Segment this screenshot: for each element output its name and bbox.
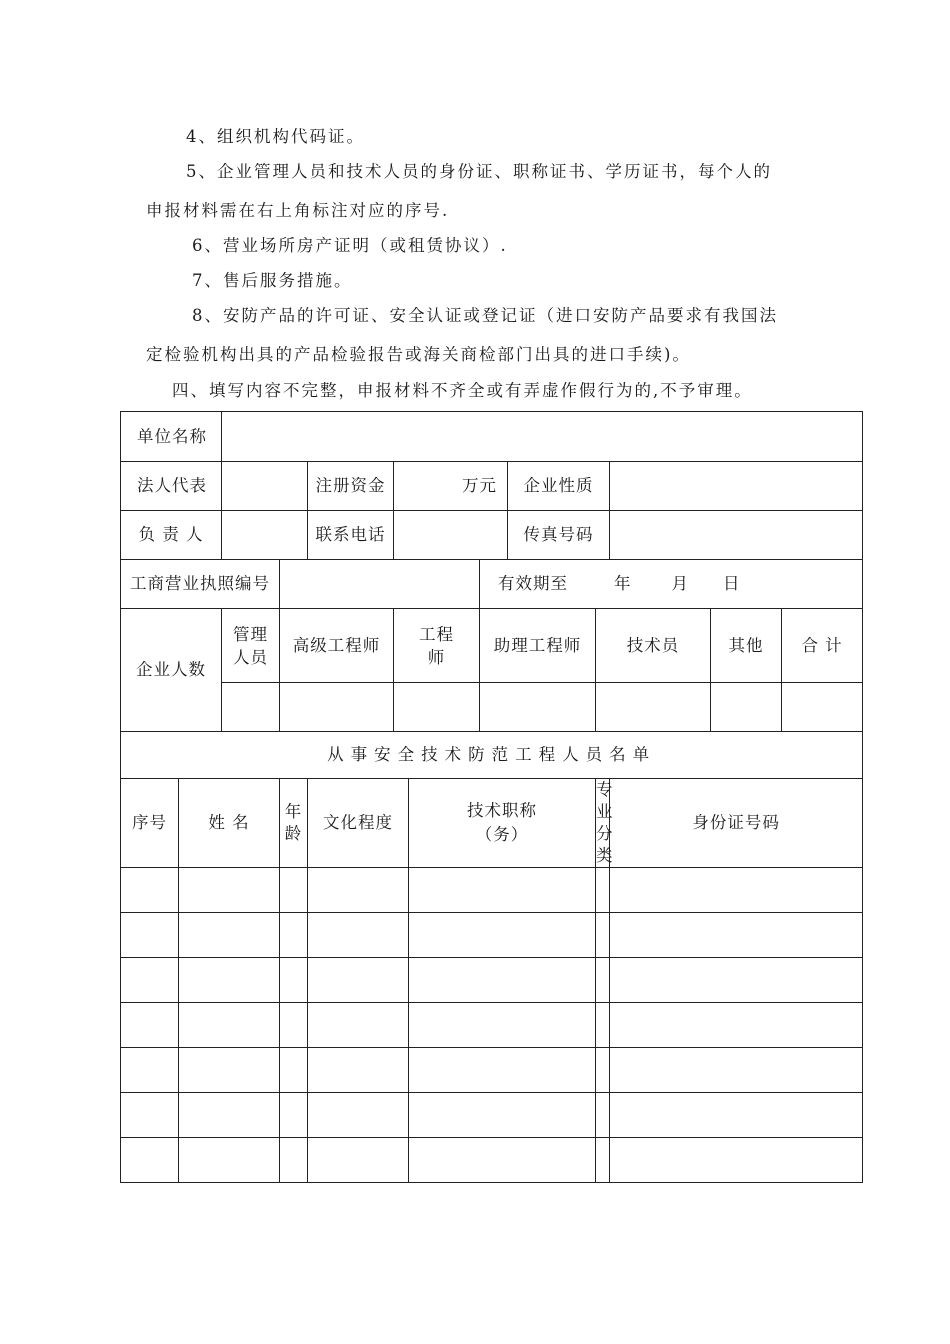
roster-row xyxy=(121,1093,863,1138)
roster-cell[interactable] xyxy=(610,1093,863,1138)
year-label: 年 xyxy=(614,574,632,593)
note-item-5-line-1: 5、企业管理人员和技术人员的身份证、职称证书、学历证书，每个人的 xyxy=(186,162,772,181)
roster-cell[interactable] xyxy=(610,913,863,958)
roster-row xyxy=(121,1048,863,1093)
roster-cell[interactable] xyxy=(280,868,308,913)
unit-name-field[interactable] xyxy=(222,412,863,462)
person-in-charge-label: 负 责 人 xyxy=(121,511,222,560)
reg-capital-field[interactable] xyxy=(394,462,508,511)
roster-cell[interactable] xyxy=(308,913,409,958)
roster-cell[interactable] xyxy=(280,1003,308,1048)
reg-capital-label: 注册资金 xyxy=(308,462,394,511)
roster-cell[interactable] xyxy=(179,1093,280,1138)
mgmt-label: 管理人员 xyxy=(222,609,280,683)
roster-cell[interactable] xyxy=(308,1093,409,1138)
roster-cell[interactable] xyxy=(596,1093,610,1138)
row-legal-rep xyxy=(121,462,863,511)
roster-age-header: 年龄 xyxy=(280,779,308,868)
application-form-table xyxy=(120,411,863,1183)
valid-until-label: 有效期至 xyxy=(498,574,568,593)
note-item-8-line-2: 定检验机构出具的产品检验报告或海关商检部门出具的进口手续)。 xyxy=(146,345,691,364)
note-item-5-line-2: 申报材料需在右上角标注对应的序号. xyxy=(146,201,450,220)
roster-cell[interactable] xyxy=(409,1003,596,1048)
roster-cell[interactable] xyxy=(121,868,179,913)
reg-capital-unit: 万元 xyxy=(462,476,497,495)
roster-cell[interactable] xyxy=(280,913,308,958)
roster-cell[interactable] xyxy=(179,1048,280,1093)
phone-field[interactable] xyxy=(394,511,508,560)
row-unit-name xyxy=(121,412,863,462)
roster-cell[interactable] xyxy=(280,958,308,1003)
roster-cell[interactable] xyxy=(308,958,409,1003)
row-person-in-charge xyxy=(121,511,863,560)
roster-cell[interactable] xyxy=(596,913,610,958)
roster-row xyxy=(121,1138,863,1183)
assistant-engineer-label: 助理工程师 xyxy=(480,609,596,683)
person-in-charge-field[interactable] xyxy=(222,511,308,560)
note-item-4: 4、组织机构代码证。 xyxy=(186,127,365,146)
roster-cell[interactable] xyxy=(308,868,409,913)
roster-row xyxy=(121,868,863,913)
roster-specialty-header: 专业分类 xyxy=(596,779,610,868)
enterprise-nature-field[interactable] xyxy=(610,462,863,511)
roster-cell[interactable] xyxy=(610,1138,863,1183)
roster-cell[interactable] xyxy=(409,1048,596,1093)
roster-cell[interactable] xyxy=(409,958,596,1003)
valid-until-field[interactable] xyxy=(480,560,863,609)
other-label: 其他 xyxy=(711,609,782,683)
roster-cell[interactable] xyxy=(280,1048,308,1093)
note-item-7: 7、售后服务措施。 xyxy=(192,271,353,290)
roster-cell[interactable] xyxy=(610,1048,863,1093)
roster-row xyxy=(121,958,863,1003)
roster-cell[interactable] xyxy=(308,1003,409,1048)
total-count-field[interactable] xyxy=(782,683,863,732)
row-license xyxy=(121,560,863,609)
roster-title: 从事安全技术防范工程人员名单 xyxy=(121,732,863,779)
roster-education-header: 文化程度 xyxy=(308,779,409,868)
roster-cell[interactable] xyxy=(596,868,610,913)
legal-rep-field[interactable] xyxy=(222,462,308,511)
enterprise-nature-label: 企业性质 xyxy=(508,462,610,511)
fax-label: 传真号码 xyxy=(508,511,610,560)
roster-cell[interactable] xyxy=(280,1138,308,1183)
engineer-count-field[interactable] xyxy=(394,683,480,732)
fax-field[interactable] xyxy=(610,511,863,560)
other-count-field[interactable] xyxy=(711,683,782,732)
roster-cell[interactable] xyxy=(179,868,280,913)
roster-seq-header: 序号 xyxy=(121,779,179,868)
roster-cell[interactable] xyxy=(121,1093,179,1138)
roster-cell[interactable] xyxy=(121,1048,179,1093)
roster-cell[interactable] xyxy=(308,1138,409,1183)
roster-cell[interactable] xyxy=(409,913,596,958)
technician-label: 技术员 xyxy=(596,609,711,683)
legal-rep-label: 法人代表 xyxy=(121,462,222,511)
technician-count-field[interactable] xyxy=(596,683,711,732)
total-label: 合 计 xyxy=(782,609,863,683)
roster-cell[interactable] xyxy=(179,1138,280,1183)
roster-id-header: 身份证号码 xyxy=(610,779,863,868)
phone-label: 联系电话 xyxy=(308,511,394,560)
roster-cell[interactable] xyxy=(121,958,179,1003)
row-roster-headers xyxy=(121,779,863,868)
license-no-label: 工商营业执照编号 xyxy=(121,560,280,609)
roster-cell[interactable] xyxy=(280,1093,308,1138)
month-label: 月 xyxy=(671,574,689,593)
roster-cell[interactable] xyxy=(121,1138,179,1183)
roster-cell[interactable] xyxy=(596,1138,610,1183)
roster-name-header: 姓 名 xyxy=(179,779,280,868)
senior-engineer-count-field[interactable] xyxy=(280,683,394,732)
license-no-field[interactable] xyxy=(280,560,480,609)
roster-cell[interactable] xyxy=(179,913,280,958)
roster-cell[interactable] xyxy=(610,1003,863,1048)
roster-cell[interactable] xyxy=(121,913,179,958)
roster-row xyxy=(121,1003,863,1048)
unit-name-label: 单位名称 xyxy=(121,412,222,462)
row-roster-title xyxy=(121,732,863,779)
day-label: 日 xyxy=(723,574,741,593)
roster-cell[interactable] xyxy=(596,1048,610,1093)
roster-cell[interactable] xyxy=(409,1093,596,1138)
roster-cell[interactable] xyxy=(121,1003,179,1048)
roster-cell[interactable] xyxy=(610,958,863,1003)
roster-cell[interactable] xyxy=(409,868,596,913)
mgmt-count-field[interactable] xyxy=(222,683,280,732)
row-staff-headers xyxy=(121,609,863,683)
senior-engineer-label: 高级工程师 xyxy=(280,609,394,683)
roster-cell[interactable] xyxy=(596,958,610,1003)
roster-cell[interactable] xyxy=(308,1048,409,1093)
roster-cell[interactable] xyxy=(179,958,280,1003)
roster-cell[interactable] xyxy=(409,1138,596,1183)
assistant-engineer-count-field[interactable] xyxy=(480,683,596,732)
engineer-label: 工程师 xyxy=(394,609,480,683)
note-item-6: 6、营业场所房产证明（或租赁协议）. xyxy=(192,236,508,255)
note-item-8-line-1: 8、安防产品的许可证、安全认证或登记证（进口安防产品要求有我国法 xyxy=(192,306,778,325)
note-item-four: 四、填写内容不完整，申报材料不齐全或有弄虚作假行为的,不予审理。 xyxy=(172,381,753,400)
row-staff-values xyxy=(121,683,863,732)
staff-count-label: 企业人数 xyxy=(121,609,222,732)
roster-title-header: 技术职称（务） xyxy=(409,779,596,868)
roster-row xyxy=(121,913,863,958)
roster-cell[interactable] xyxy=(179,1003,280,1048)
roster-cell[interactable] xyxy=(596,1003,610,1048)
roster-cell[interactable] xyxy=(610,868,863,913)
